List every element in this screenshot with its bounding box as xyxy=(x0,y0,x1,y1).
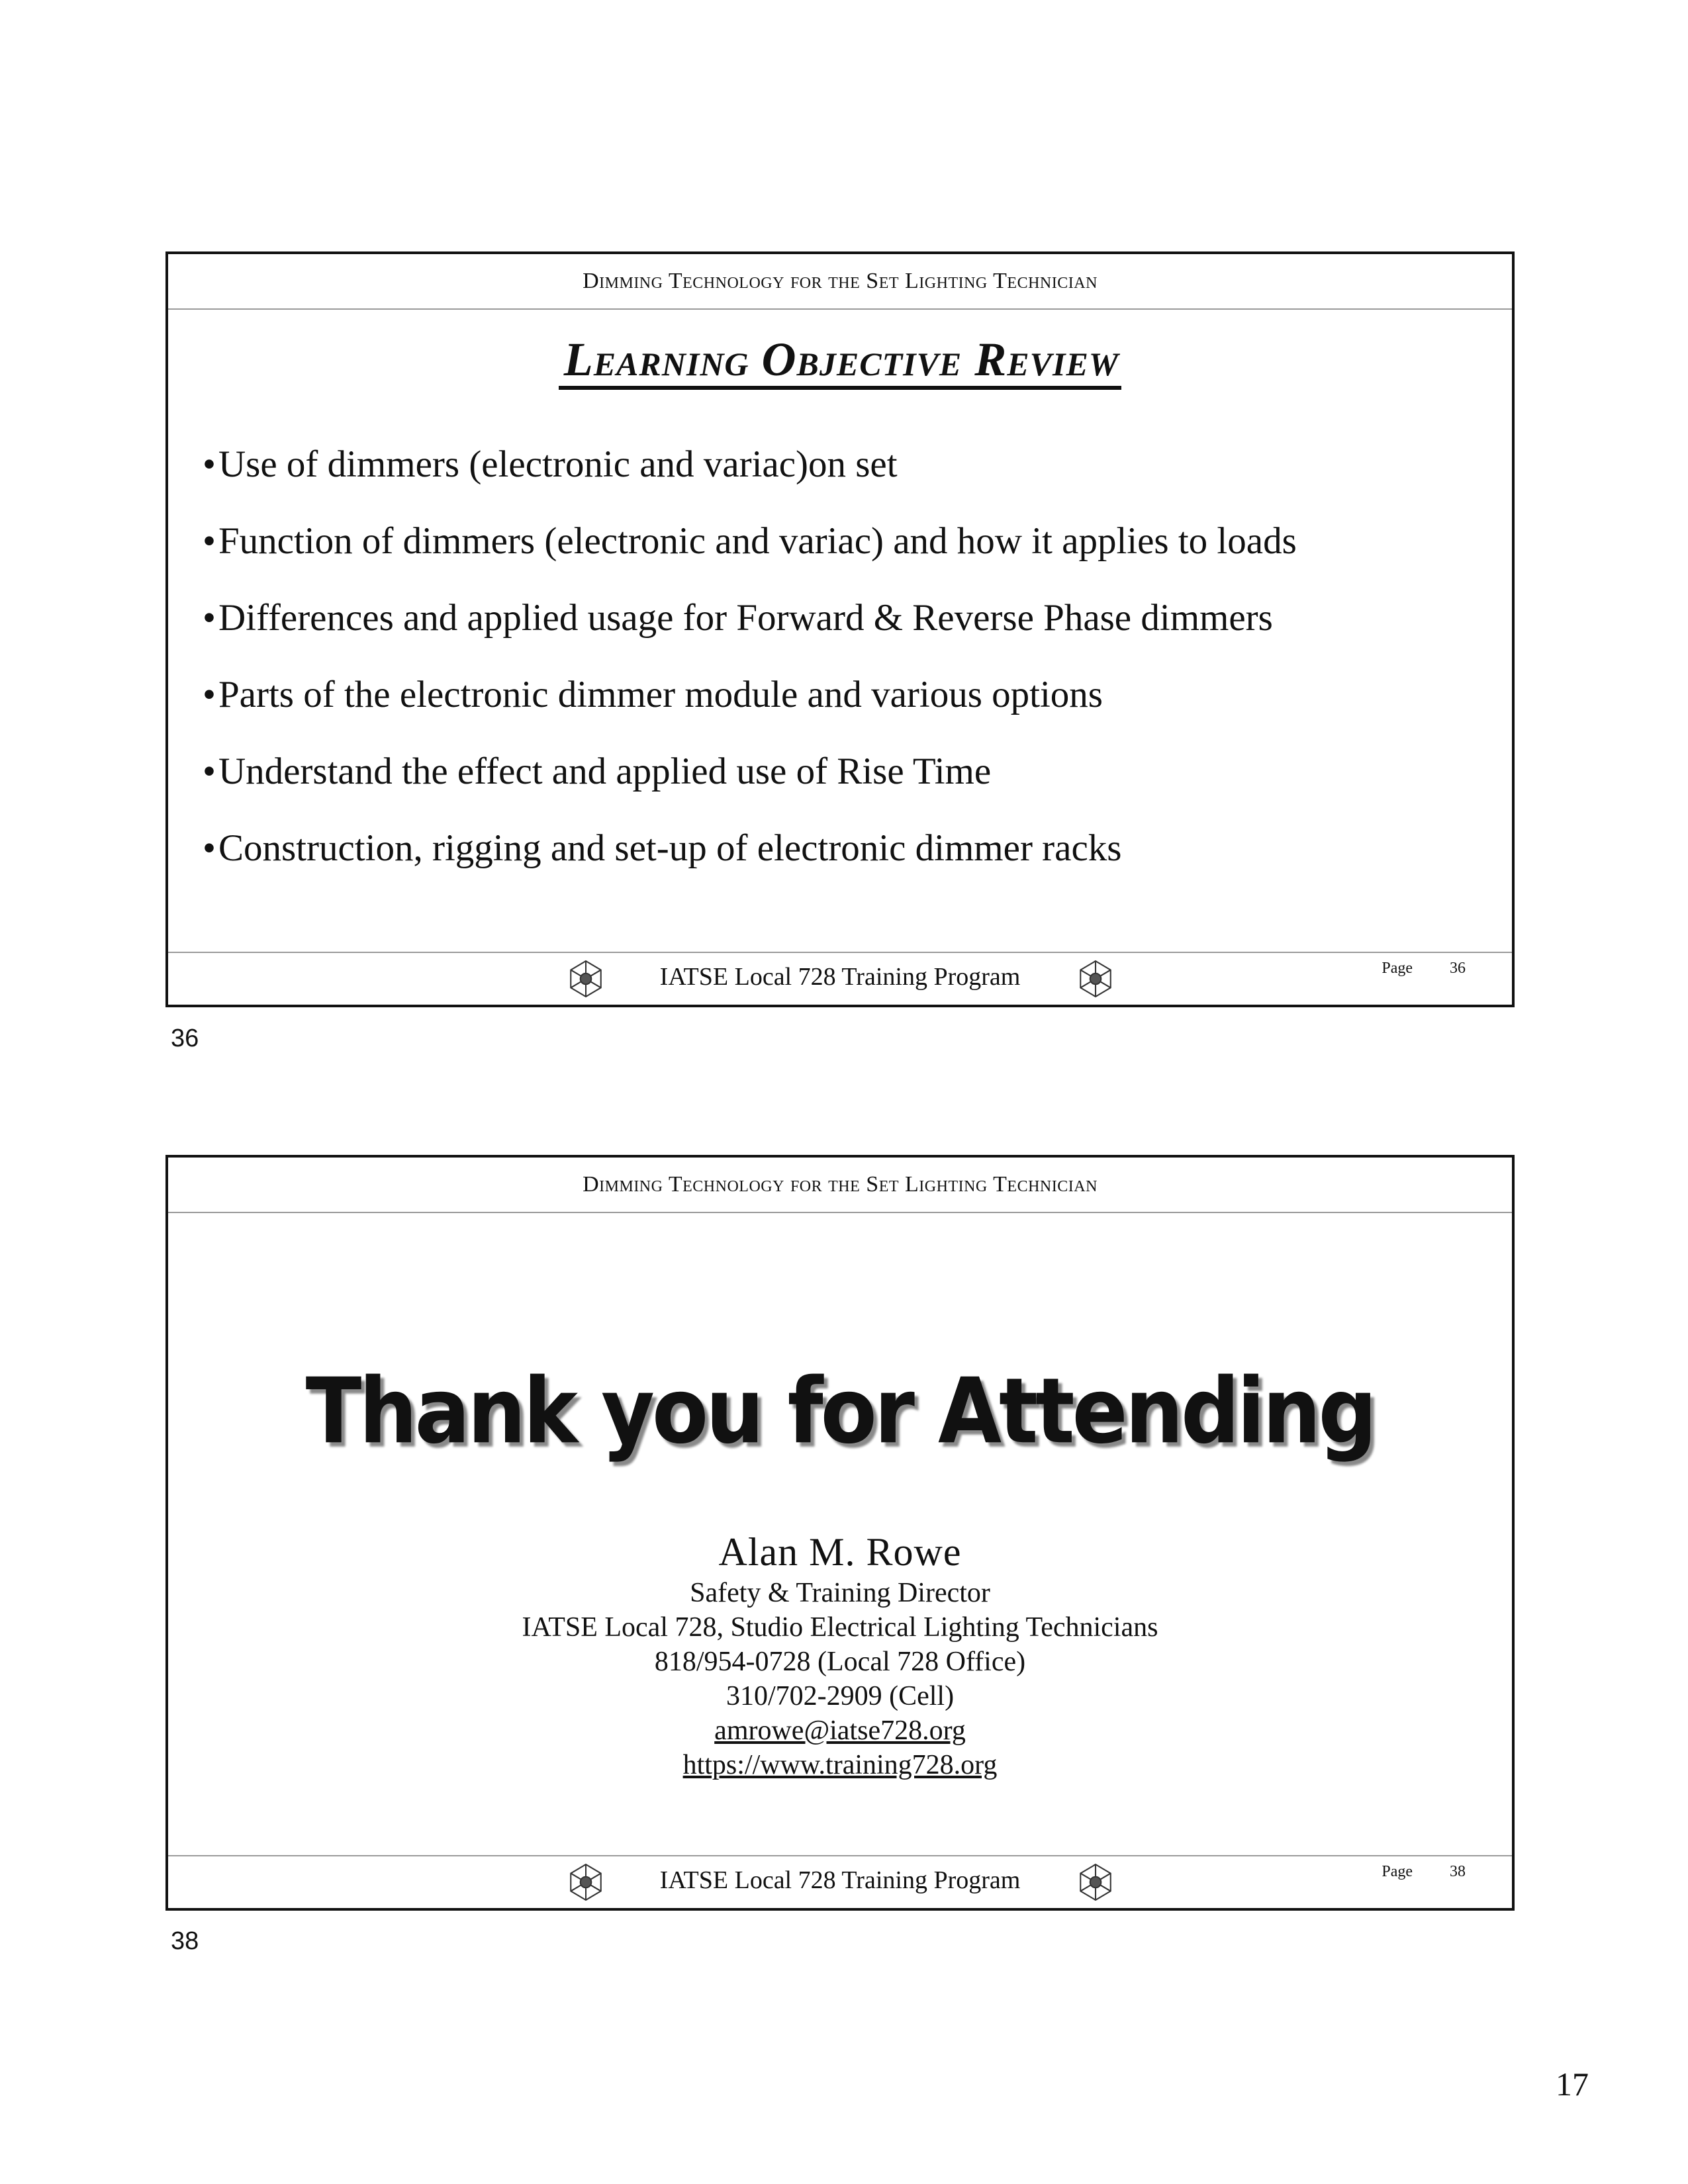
slide-title xyxy=(168,332,1512,387)
contact-role: Safety & Training Director xyxy=(690,1578,990,1608)
slide-caption: 36 xyxy=(171,1024,199,1052)
website-link[interactable]: https://www.training728.org xyxy=(682,1750,998,1780)
slide-page-number: 36 xyxy=(1450,960,1466,977)
objective-item: • Construction, rigging and set-up of electronic dimmer racks xyxy=(203,810,1297,887)
slide-learning-objective-review xyxy=(165,251,1515,1007)
slide-header: Dimming Technology for the Set Lighting Technician xyxy=(168,1158,1512,1213)
slide-caption: 38 xyxy=(171,1927,199,1955)
objective-item: • Function of dimmers (electronic and variac) and how it applies to loads xyxy=(203,503,1297,580)
slide-title-text: Learning Objective Review xyxy=(559,333,1122,390)
slide-thank-you xyxy=(165,1155,1515,1911)
contact-org: IATSE Local 728, Studio Electrical Lighting Technicians xyxy=(522,1612,1158,1643)
contact-cell-phone: 310/702-2909 (Cell) xyxy=(726,1681,955,1711)
iatse-emblem-icon xyxy=(1075,958,1116,999)
email-link[interactable]: amrowe@iatse728.org xyxy=(714,1715,966,1746)
footer-text: IATSE Local 728 Training Program xyxy=(659,1866,1021,1894)
contact-office-phone: 818/954-0728 (Local 728 Office) xyxy=(654,1647,1026,1677)
contact-block xyxy=(168,1528,1512,1782)
thank-you-headline: Thank you for Attending xyxy=(305,1359,1375,1465)
page-label: Page xyxy=(1382,960,1413,977)
objective-list xyxy=(203,426,1297,887)
slide-footer xyxy=(168,1855,1512,1908)
objective-item: • Differences and applied usage for Forward & Reverse Phase dimmers xyxy=(203,580,1297,657)
objective-item: • Parts of the electronic dimmer module and various options xyxy=(203,657,1297,733)
slide-page-number: 38 xyxy=(1450,1863,1466,1880)
page-label: Page xyxy=(1382,1863,1413,1880)
slide-header: Dimming Technology for the Set Lighting Technician xyxy=(168,254,1512,310)
objective-item: • Use of dimmers (electronic and variac)on set xyxy=(203,426,1297,503)
contact-name: Alan M. Rowe xyxy=(718,1530,962,1574)
footer-text: IATSE Local 728 Training Program xyxy=(659,963,1021,991)
iatse-emblem-icon xyxy=(1075,1862,1116,1903)
objective-item: • Understand the effect and applied use of Rise Time xyxy=(203,733,1297,810)
slide-footer xyxy=(168,952,1512,1005)
document-page-number: 17 xyxy=(1556,2066,1589,2103)
